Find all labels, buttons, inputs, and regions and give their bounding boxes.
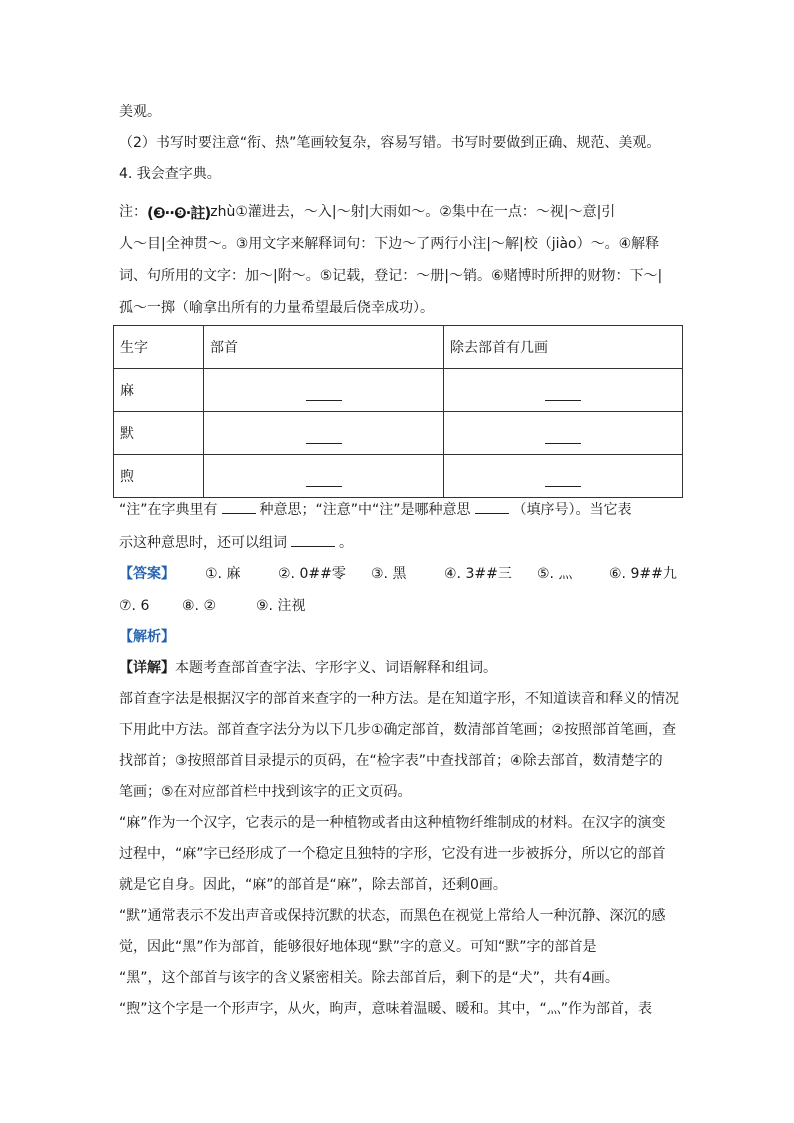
entry-definition: zhù①灌进去，～入|～射|大雨如～。②集中在一点：～视|～意|引: [210, 204, 616, 220]
text-line: “麻”作为一个汉字，它表示的是一种植物或者由这种植物纤维制成的材料。在汉字的演变: [119, 815, 666, 831]
text-line: 找部首；③按照部首目录提示的页码，在“检字表”中查找部首；④除去部首，数清楚字的: [119, 753, 663, 769]
answer-item: ⑤. 灬: [537, 566, 573, 582]
table-character-cell: 麻: [114, 369, 204, 412]
text-line: 下用此中方法。部首查字法分为以下几步①确定部首，数清部首笔画；②按照部首笔画，查: [119, 722, 677, 738]
text-line: 孤～一掷（喻拿出所有的力量希望最后侥幸成功）。: [119, 300, 434, 316]
question-line: “注”在字典里有 种意思；“注意”中“注”是哪种意思 （填序号）。当它表: [119, 502, 632, 518]
dictionary-entry-line: [119, 202, 679, 223]
entry-prefix: 注：: [119, 204, 147, 220]
table-header-cell: 部首: [204, 326, 444, 369]
text-line: 词、句所用的文字：加～|附～。⑤记载，登记：～册|～销。⑥赌博时所押的财物：下～|: [119, 268, 663, 284]
detail-line: 【详解】本题考查部首查字法、字形字义、词语解释和组词。: [119, 660, 497, 676]
detail-label: 【详解】: [119, 660, 175, 676]
answer-item: ④. 3##三: [444, 566, 512, 582]
fill-blank[interactable]: [444, 369, 683, 412]
text-line: 美观。: [119, 104, 161, 120]
fill-blank[interactable]: [475, 500, 509, 514]
table-header-row: [114, 326, 683, 369]
answer-label: 【答案】: [119, 566, 175, 582]
analysis-label: 【解析】: [119, 629, 175, 645]
fill-blank[interactable]: [291, 533, 335, 547]
answer-item: ⑥. 9##九: [609, 566, 677, 582]
table-character-cell: 默: [114, 412, 204, 455]
table-row: [114, 412, 683, 455]
text-line: “默”通常表示不发出声音或保持沉默的状态，而黑色在视觉上常给人一种沉静、深沉的感: [119, 908, 666, 924]
text-line: （2）书写时要注意“衔、热”笔画较复杂，容易写错。书写时要做到正确、规范、美观。: [119, 135, 661, 151]
table-row: [114, 369, 683, 412]
answer-item: ⑧. ②: [182, 598, 217, 614]
text-line: 就是它自身。因此，“麻”的部首是“麻”，除去部首，还剩0画。: [119, 877, 507, 893]
seal-script-glyph: (❸··❾·註): [147, 204, 211, 222]
fill-blank[interactable]: [204, 455, 444, 498]
answer-item: ①. 麻: [205, 566, 241, 582]
text-line: 部首查字法是根据汉字的部首来查字的一种方法。是在知道字形，不知道读音和释义的情况: [119, 691, 679, 707]
answer-item: ②. 0##零: [278, 566, 346, 582]
question-line: 示这种意思时，还可以组词 。: [119, 535, 353, 551]
answer-item: ③. 黑: [371, 566, 407, 582]
answer-item: ⑨. 注视: [256, 598, 306, 614]
question-heading: 4. 我会查字典。: [119, 166, 221, 182]
text-line: “黑”，这个部首与该字的含义紧密相关。除去部首后，剩下的是“犬”，共有4画。: [119, 970, 619, 986]
table-header-cell: 生字: [114, 326, 204, 369]
text-line: 过程中，“麻”字已经形成了一个稳定且独特的字形，它没有进一步被拆分，所以它的部首: [119, 846, 666, 862]
fill-blank[interactable]: [204, 412, 444, 455]
text-line: 人～目|全神贯～。③用文字来解释词句：下边～了两行小注|～解|校（jiào）～。④解释: [119, 236, 660, 252]
fill-blank[interactable]: [222, 500, 256, 514]
fill-blank[interactable]: [444, 455, 683, 498]
fill-blank[interactable]: [204, 369, 444, 412]
table-row: [114, 455, 683, 498]
character-table: [113, 325, 683, 498]
table-header-cell: 除去部首有几画: [444, 326, 683, 369]
text-line: 觉，因此“黑”作为部首，能够很好地体现“默”字的意义。可知“默”字的部首是: [119, 939, 597, 955]
text-line: “煦”这个字是一个形声字，从火，昫声，意味着温暖、暖和。其中，“灬”作为部首，表: [119, 1001, 653, 1017]
table-character-cell: 煦: [114, 455, 204, 498]
answer-item: ⑦. 6: [119, 598, 150, 614]
fill-blank[interactable]: [444, 412, 683, 455]
text-line: 笔画；⑤在对应部首栏中找到该字的正文页码。: [119, 784, 412, 800]
